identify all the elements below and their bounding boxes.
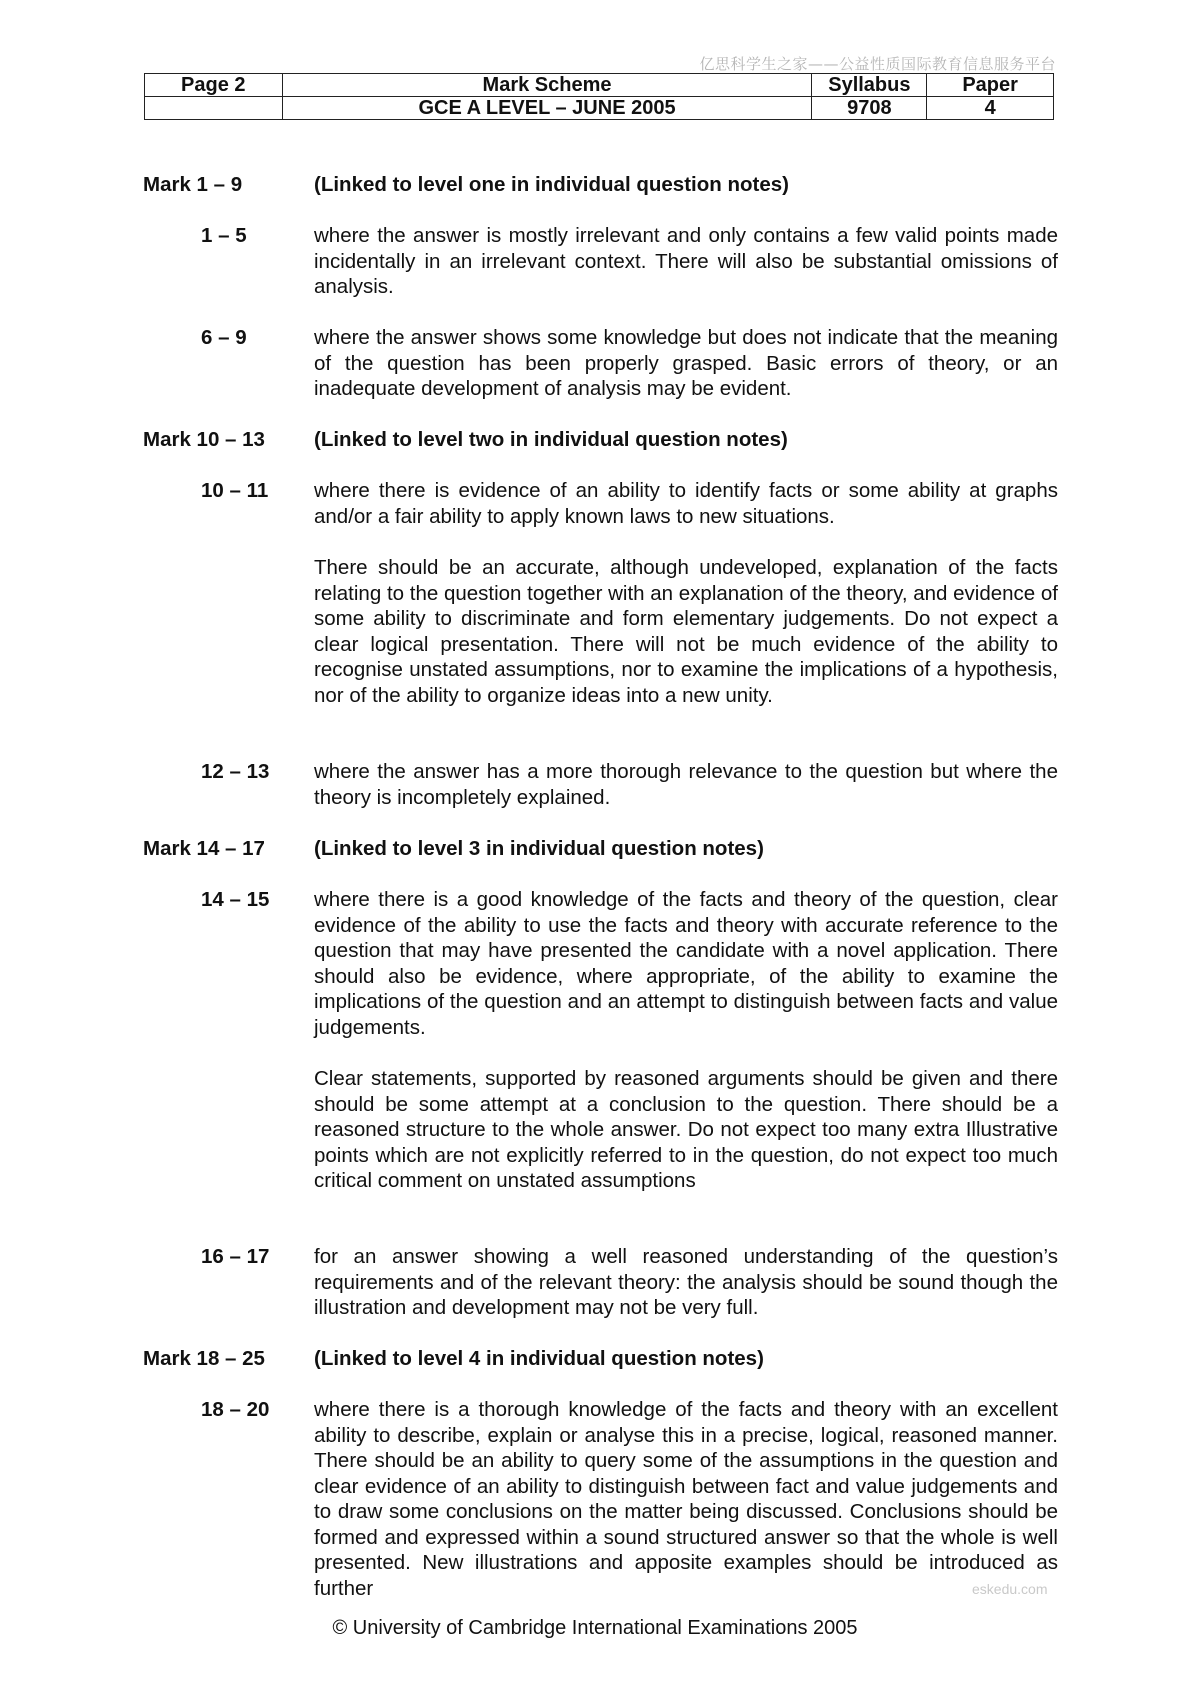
copyright-footer: © University of Cambridge International Examinations 2005 (332, 1617, 858, 1639)
header-row-1 (145, 74, 1054, 97)
mark-range: 12 – 13 (201, 760, 270, 783)
band-description: where there is a thorough knowledge of the facts and theory with an excellent ability to describe, explain or analyse this in a precise, logical, reasoned manner. There should be an ability to query some of the assumptions in the question and clear evidence of an ability to distinguish between fact and value judgements and to draw some conclusions on the matter being discussed. Conclusions should be formed and expressed within a sound structured answer so that the whole is well presented. New illustrations and apposite examples should be introduced as further (314, 1398, 1058, 1600)
band-description: There should be an accurate, although undeveloped, explanation of the facts relating to the question together with an explanation of the theory, and evidence of some ability to discriminate and form elementary judgements. Do not expect a clear logical presentation. There will not be much evidence of the ability to recognise unstated assumptions, nor to examine the implications of a hypothesis, nor of the ability to organize ideas into a new unity. (314, 556, 1058, 707)
mark-range: 10 – 11 (201, 479, 269, 502)
header-page: Page 2 (145, 74, 283, 97)
header-paper: Paper (927, 74, 1054, 97)
section-label: Mark 1 – 9 (143, 173, 243, 196)
section-label: Mark 10 – 13 (143, 428, 265, 451)
section-label: Mark 14 – 17 (143, 837, 265, 860)
header-syllabus-code: 9708 (812, 97, 927, 120)
band-description: where the answer shows some knowledge but does not indicate that the meaning of the question has been properly grasped. Basic errors of theory, or an inadequate development of analysis may be evident. (314, 326, 1058, 400)
mark-range: 16 – 17 (201, 1245, 270, 1268)
band-description: where there is a good knowledge of the facts and theory of the question, clear evidence of the ability to use the facts and theory with accurate reference to the question that may have presented the candidate with a novel application. There should also be evidence, where appropriate, of the ability to examine the implications of the question and an attempt to distinguish between facts and value judgements. (314, 888, 1058, 1039)
band-description: for an answer showing a well reasoned understanding of the question’s requirements and of the relevant theory: the analysis should be sound though the illustration and development may not be very full. (314, 1245, 1058, 1319)
band-description: where the answer is mostly irrelevant and only contains a few valid points made incidentally in an irrelevant context. There will also be substantial omissions of analysis. (314, 224, 1058, 298)
section-title: (Linked to level 4 in individual question notes) (314, 1347, 764, 1370)
section-label: Mark 18 – 25 (143, 1347, 265, 1370)
mark-range: 14 – 15 (201, 888, 270, 911)
watermark-bottom: eskedu.com (972, 1581, 1048, 1597)
header-table (144, 73, 1054, 120)
header-syllabus: Syllabus (812, 74, 927, 97)
header-row-2 (145, 97, 1054, 120)
header-empty (145, 97, 283, 120)
header-exam-title: GCE A LEVEL – JUNE 2005 (282, 97, 812, 120)
band-description: Clear statements, supported by reasoned arguments should be given and there should be some attempt at a conclusion to the question. There should be a reasoned structure to the whole answer. Do not expect too many extra Illustrative points which are not explicitly referred to in the question, do not expect too much critical comment on unstated assumptions (314, 1067, 1058, 1192)
header-mark-scheme: Mark Scheme (282, 74, 812, 97)
watermark-top: 亿思科学生之家——公益性质国际教育信息服务平台 (699, 55, 1056, 73)
header-paper-number: 4 (927, 97, 1054, 120)
mark-range: 1 – 5 (201, 224, 247, 247)
section-title: (Linked to level two in individual question notes) (314, 428, 788, 451)
band-description: where the answer has a more thorough relevance to the question but where the theory is incompletely explained. (314, 760, 1058, 809)
mark-range: 6 – 9 (201, 326, 247, 349)
mark-range: 18 – 20 (201, 1398, 270, 1421)
section-title: (Linked to level 3 in individual question notes) (314, 837, 764, 860)
band-description: where there is evidence of an ability to identify facts or some ability at graphs and/or a fair ability to apply known laws to new situations. (314, 479, 1058, 528)
section-title: (Linked to level one in individual question notes) (314, 173, 789, 196)
